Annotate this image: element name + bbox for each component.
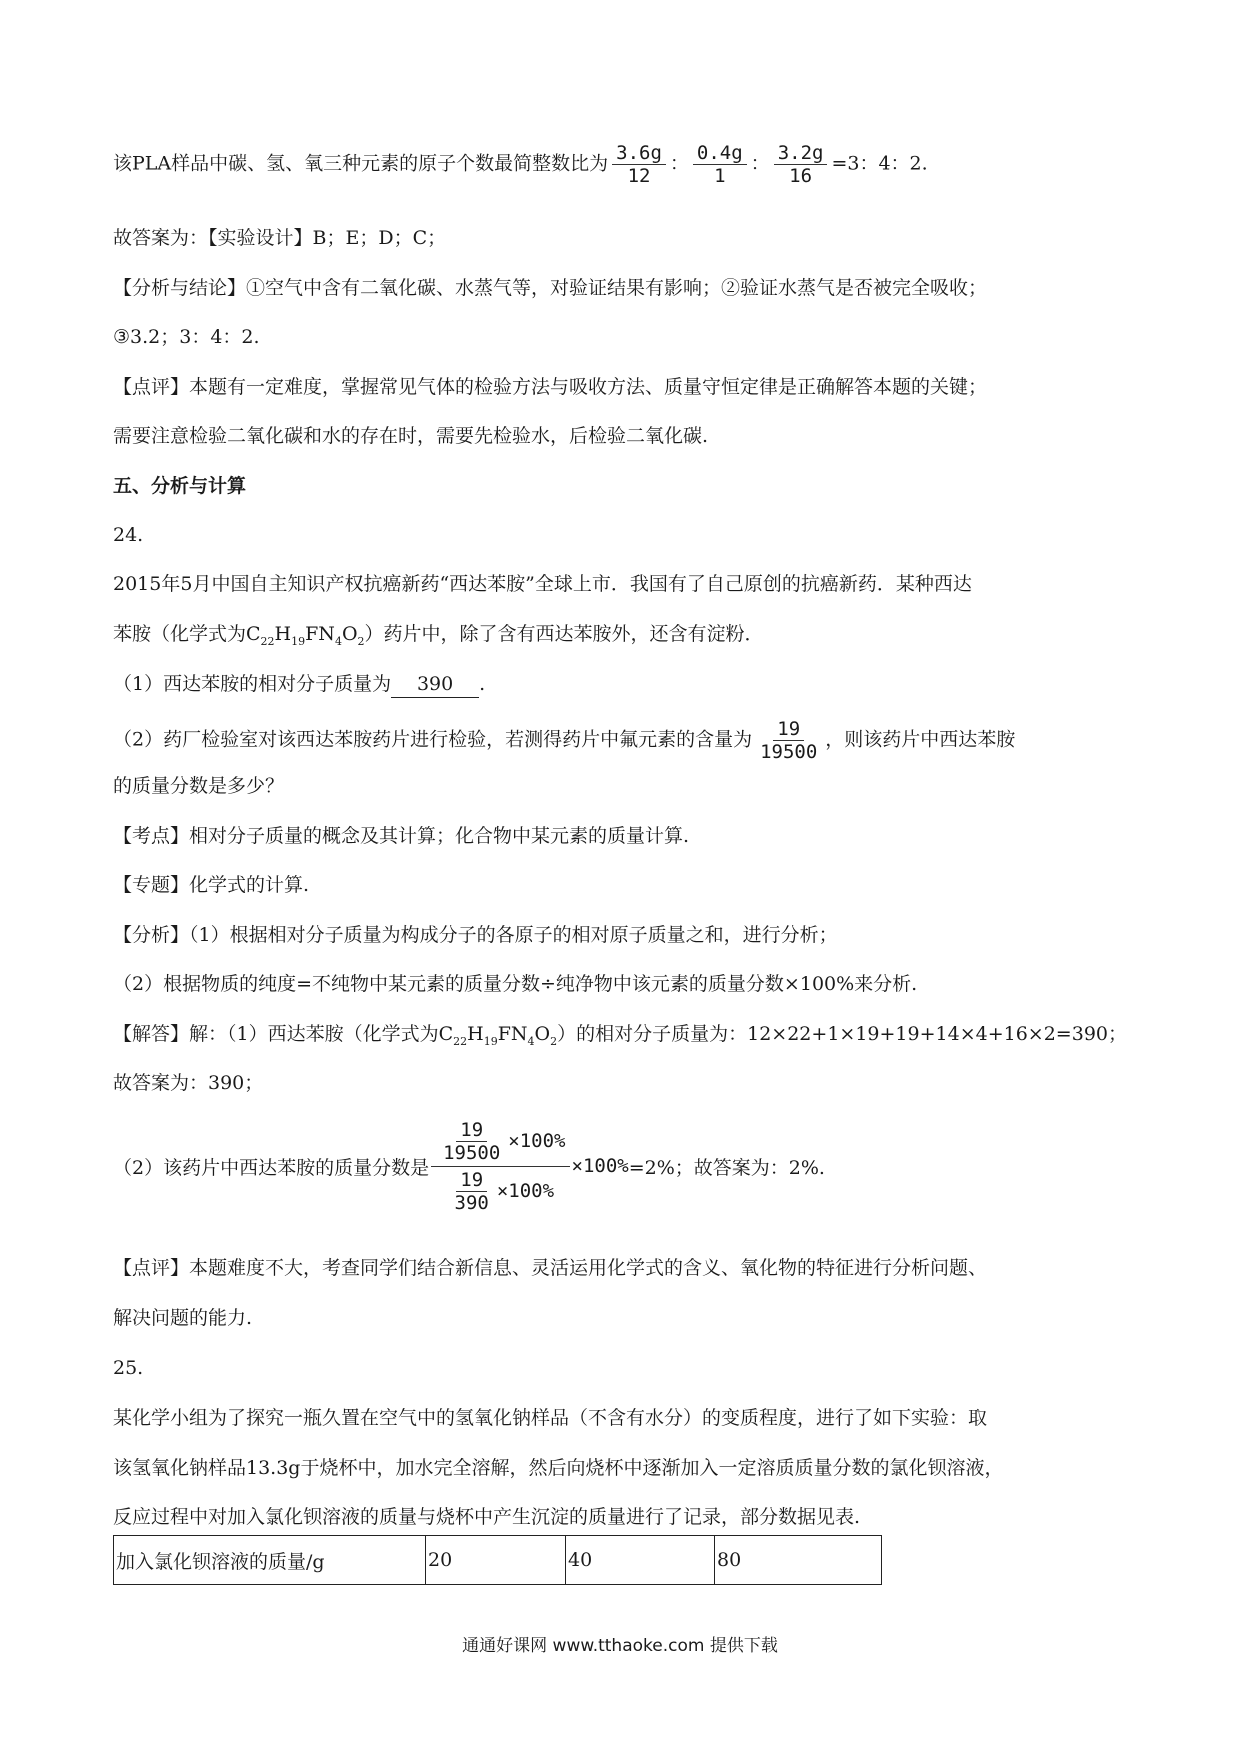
fraction-oxygen: $\frac{3.2g}{16}$ <box>774 142 828 187</box>
question-24-stem-2: 苯胺（化学式为$C_{22}H_{19}FN_4O_2$）药片中，除了含有西达苯胺外，还含有淀粉． <box>113 623 764 648</box>
question-24-part-1: （1）西达苯胺的相对分子质量为 390 . <box>113 671 1140 698</box>
table-row <box>114 1536 882 1585</box>
question-25-number: 25. <box>113 1357 144 1379</box>
comment-line-2: 需要注意检验二氧化碳和水的存在时，需要先检验水，后检验二氧化碳. <box>113 425 709 447</box>
question-25-stem-2: 该氢氧化钠样品13.3g于烧杯中，加水完全溶解，然后向烧杯中逐渐加入一定溶质质量分数的氯化钡溶液， <box>113 1457 1004 1479</box>
table-header-cell: 加入氯化钡溶液的质量/g <box>114 1536 426 1585</box>
zhuanti-line: 【专题】化学式的计算. <box>113 874 310 896</box>
analysis-line-2: ③3.2；3：4：2. <box>113 326 260 348</box>
jieda-line-2: 故答案为：390； <box>113 1072 264 1094</box>
jieda-line-1: 【解答】解：（1）西达苯胺（化学式为$C_{22}H_{19}FN_4O_2$）的相对分子质量为：12×22+1×19+19+14×4+16×2=390； <box>113 1023 1127 1048</box>
analysis-line-1: 【分析与结论】①空气中含有二氧化碳、水蒸气等，对验证结果有影响；②验证水蒸气是否被完全吸收； <box>113 277 988 299</box>
table-cell: 80 <box>715 1536 882 1585</box>
comment-line-1: 【点评】本题有一定难度，掌握常见气体的检验方法与吸收方法、质量守恒定律是正确解答本题的关键； <box>113 376 988 398</box>
answer-blank: 390 <box>391 671 479 698</box>
fluorine-fraction: $\frac{19}{19500}$ <box>760 718 818 763</box>
dianping-line-2: 解决问题的能力. <box>113 1307 253 1329</box>
fraction-carbon: $\frac{3.6g}{12}$ <box>612 142 666 187</box>
mass-fraction-formula: （2）该药片中西达苯胺的质量分数是 $\frac{19}{19500}$ ×100% $\frac{19}{390}$ ×100% ×100% =2%；故答案为：2%. <box>113 1118 825 1214</box>
fenxi-line-1: 【分析】（1）根据相对分子质量为构成分子的各原子的相对原子质量之和，进行分析； <box>113 924 838 946</box>
fenxi-line-2: （2）根据物质的纯度=不纯物中某元素的质量分数÷纯净物中该元素的质量分数×100%来分析. <box>113 973 918 995</box>
question-25-stem-3: 反应过程中对加入氯化钡溶液的质量与烧杯中产生沉淀的质量进行了记录，部分数据见表. <box>113 1506 861 1528</box>
table-cell: 20 <box>426 1536 566 1585</box>
question-24-part-2-line-2: 的质量分数是多少？ <box>113 775 285 797</box>
question-24-stem-1: 2015年5月中国自主知识产权抗癌新药“西达苯胺”全球上市．我国有了自己原创的抗癌新药．某种西达 <box>113 573 972 595</box>
fraction-hydrogen: $\frac{0.4g}{1}$ <box>693 142 747 187</box>
section-title: 五、分析与计算 <box>113 475 247 497</box>
question-24-number: 24. <box>113 524 144 546</box>
ratio-line: 该PLA样品中碳、氢、氧三种元素的原子个数最简整数比为 $\frac{3.6g}{12}$ ： $\frac{0.4g}{1}$ ： $\frac{3.2g}{16}$ =3：4：2. <box>113 142 928 187</box>
page-footer: 通通好课网 www.tthaoke.com 提供下载 <box>462 1636 778 1656</box>
table-cell: 40 <box>566 1536 715 1585</box>
dianping-line-1: 【点评】本题难度不大，考查同学们结合新信息、灵活运用化学式的含义、氧化物的特征进行分析问题、 <box>113 1257 988 1279</box>
question-25-stem-1: 某化学小组为了探究一瓶久置在空气中的氢氧化钠样品（不含有水分）的变质程度，进行了如下实验：取 <box>113 1407 988 1429</box>
answer-line: 故答案为：【实验设计】B；E；D；C； <box>113 227 447 249</box>
kaodian-line: 【考点】相对分子质量的概念及其计算；化合物中某元素的质量计算. <box>113 825 690 847</box>
compound-fraction: $\frac{19}{19500}$ ×100% $\frac{19}{390}$ ×100% <box>431 1117 569 1216</box>
barium-chloride-table <box>113 1535 882 1585</box>
question-24-part-2: （2）药厂检验室对该西达苯胺药片进行检验，若测得药片中氟元素的含量为 $\frac{19}{19500}$ ，则该药片中西达苯胺 <box>113 718 1016 763</box>
